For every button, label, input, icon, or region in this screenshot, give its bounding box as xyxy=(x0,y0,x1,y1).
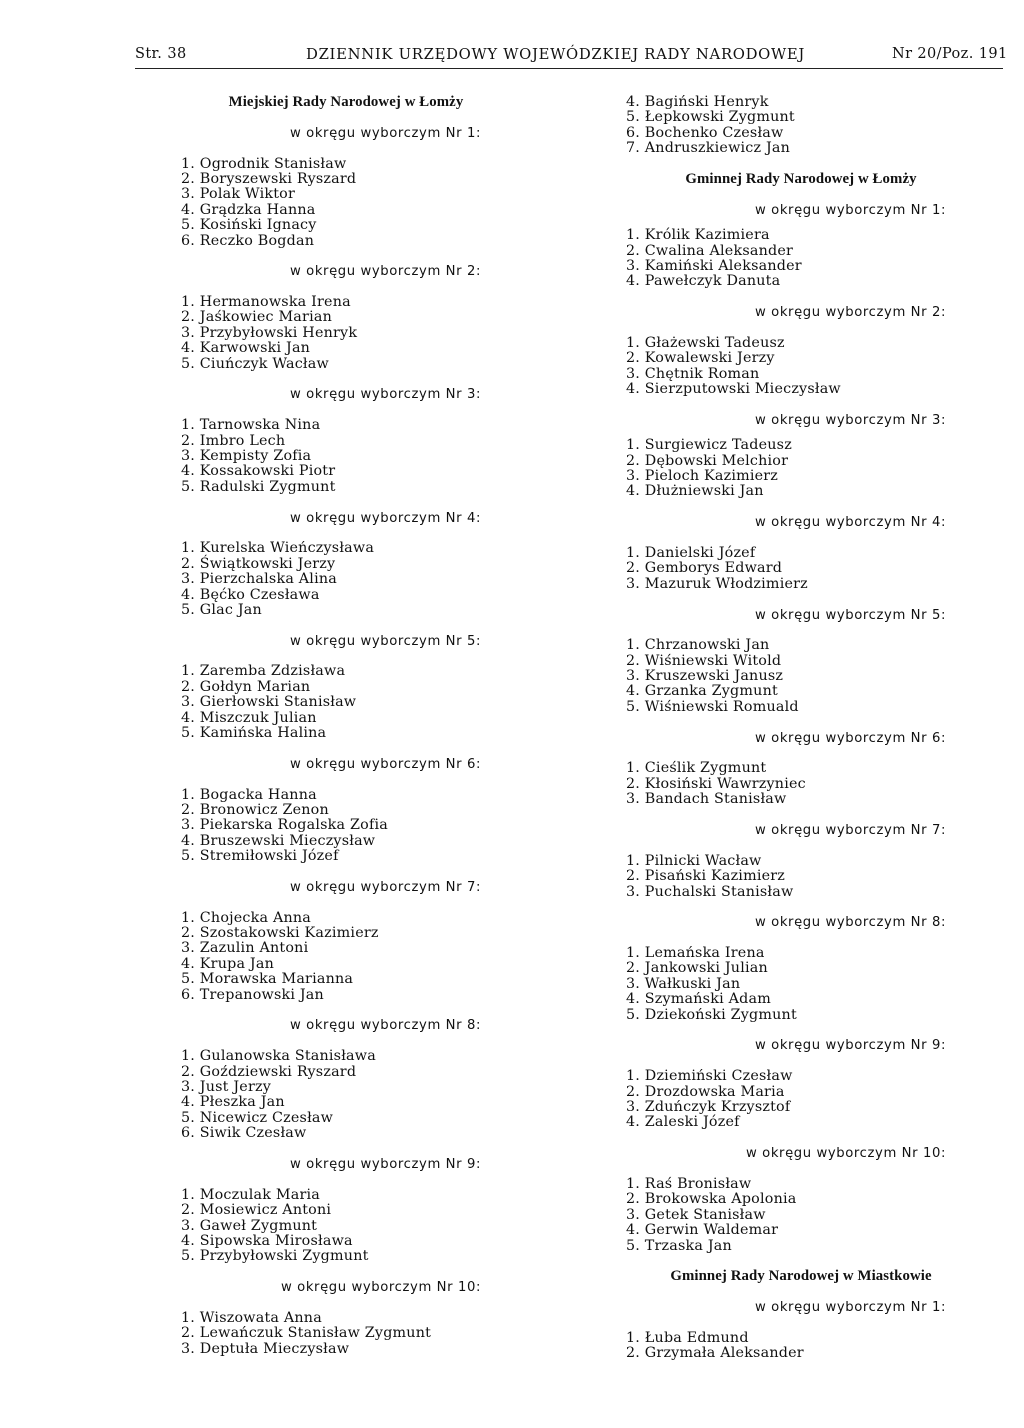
candidate-entry: 2. Imbro Lech xyxy=(181,432,286,449)
candidate-entry: 2. Jaśkowiec Marian xyxy=(181,309,332,326)
spacer xyxy=(626,1315,976,1330)
candidate-entry: 2. Świątkowski Jerzy xyxy=(181,555,336,572)
candidate-entry: 1. Dziemiński Czesław xyxy=(626,1068,793,1085)
district-heading: w okręgu wyborczym Nr 4: xyxy=(754,515,946,531)
spacer xyxy=(626,531,976,546)
candidate-entry: 2. Brokowska Apolonia xyxy=(626,1191,797,1208)
district-heading: w okręgu wyborczym Nr 3: xyxy=(289,387,481,403)
candidate-entry: 5. Nicewicz Czesław xyxy=(181,1109,334,1126)
spacer xyxy=(181,280,511,295)
candidate-entry: 4. Sierzputowski Mieczysław xyxy=(626,381,841,398)
spacer xyxy=(626,157,976,172)
council-heading: Miejskiej Rady Narodowej w Łomży xyxy=(228,94,464,110)
district-heading: w okręgu wyborczym Nr 7: xyxy=(754,822,946,838)
candidate-entry: 1. Cieślik Zygmunt xyxy=(626,760,767,777)
district-heading: w okręgu wyborczym Nr 8: xyxy=(754,915,946,931)
candidate-entry: 6. Reczko Bogdan xyxy=(181,232,315,249)
spacer xyxy=(181,1142,511,1157)
candidate-entry: 3. Gaweł Zygmunt xyxy=(181,1217,318,1234)
spacer xyxy=(181,741,511,756)
candidate-entry: 4. Krupa Jan xyxy=(181,955,274,972)
candidate-entry: 1. Hermanowska Irena xyxy=(181,294,351,311)
candidate-entry: 6. Bochenko Czesław xyxy=(626,124,784,141)
candidate-entry: 3. Mazuruk Włodzimierz xyxy=(626,575,808,592)
spacer xyxy=(626,931,976,946)
candidate-entry: 4. Zaleski Józef xyxy=(626,1114,740,1131)
council-heading: Gminnej Rady Narodowej w Miastkowie xyxy=(670,1268,932,1285)
candidate-entry: 2. Lewańczuk Stanisław Zygmunt xyxy=(181,1325,432,1342)
candidate-entry: 4. Bęćko Czesława xyxy=(181,586,320,603)
candidate-entry: 4. Szymański Adam xyxy=(626,991,771,1008)
spacer xyxy=(626,900,976,915)
candidate-entry: 7. Andruszkiewicz Jan xyxy=(626,140,791,157)
candidate-entry: 2. Drozdowska Maria xyxy=(626,1083,785,1100)
candidate-entry: 2. Goździewski Ryszard xyxy=(181,1063,357,1080)
candidate-entry: 2. Wiśniewski Witold xyxy=(626,652,782,669)
spacer xyxy=(626,1054,976,1069)
candidate-entry: 3. Przybyłowski Henryk xyxy=(181,324,358,341)
candidate-entry: 1. Bogacka Hanna xyxy=(181,786,317,803)
candidate-entry: 3. Piekarska Rogalska Zofia xyxy=(181,817,388,834)
candidate-entry: 3. Chętnik Roman xyxy=(626,365,760,382)
spacer xyxy=(181,403,511,418)
spacer xyxy=(626,808,976,823)
spacer xyxy=(181,865,511,880)
candidate-entry: 2. Szostakowski Kazimierz xyxy=(181,925,379,942)
candidate-entry: 2. Kowalewski Jerzy xyxy=(626,350,775,367)
candidate-entry: 2. Bronowicz Zenon xyxy=(181,801,329,818)
candidate-entry: 2. Pisański Kazimierz xyxy=(626,868,786,885)
candidate-entry: 3. Puchalski Stanisław xyxy=(626,883,794,900)
district-heading: w okręgu wyborczym Nr 2: xyxy=(289,264,481,280)
candidate-entry: 3. Pieloch Kazimierz xyxy=(626,467,779,484)
spacer xyxy=(181,372,511,387)
district-heading: w okręgu wyborczym Nr 1: xyxy=(754,202,946,218)
issue-number: Nr 20/Poz. 191 xyxy=(892,46,1008,62)
spacer xyxy=(626,623,976,638)
spacer xyxy=(181,110,511,125)
district-heading: w okręgu wyborczym Nr 10: xyxy=(745,1146,946,1162)
candidate-entry: 3. Bandach Stanisław xyxy=(626,791,787,808)
spacer xyxy=(626,187,976,202)
spacer xyxy=(626,500,976,515)
candidate-entry: 5. Stremiłowski Józef xyxy=(181,848,339,865)
candidate-entry: 1. Danielski Józef xyxy=(626,544,756,561)
candidate-entry: 1. Tarnowska Nina xyxy=(181,417,321,434)
candidate-entry: 1. Surgiewicz Tadeusz xyxy=(626,437,792,454)
spacer xyxy=(181,1003,511,1018)
right-column xyxy=(626,95,976,1362)
spacer xyxy=(626,1162,976,1177)
candidate-entry: 5. Przybyłowski Zygmunt xyxy=(181,1248,369,1265)
candidate-entry: 2. Gołdyn Marian xyxy=(181,678,311,695)
candidate-entry: 4. Karwowski Jan xyxy=(181,340,311,357)
candidate-entry: 1. Chojecka Anna xyxy=(181,909,312,926)
candidate-entry: 2. Gemborys Edward xyxy=(626,560,783,577)
candidate-entry: 5. Dziekoński Zygmunt xyxy=(626,1006,797,1023)
candidate-entry: 3. Kamiński Aleksander xyxy=(626,257,802,274)
spacer xyxy=(181,649,511,664)
candidate-entry: 1. Wiszowata Anna xyxy=(181,1309,322,1326)
candidate-entry: 3. Polak Wiktor xyxy=(181,186,296,203)
candidate-entry: 5. Łepkowski Zygmunt xyxy=(626,109,795,126)
candidate-entry: 1. Ogrodnik Stanisław xyxy=(181,155,347,172)
district-heading: w okręgu wyborczym Nr 5: xyxy=(289,633,481,649)
council-heading: Gminnej Rady Narodowej w Łomży xyxy=(685,170,917,187)
district-heading: w okręgu wyborczym Nr 6: xyxy=(754,730,946,746)
candidate-entry: 3. Zazulin Antoni xyxy=(181,940,309,957)
candidate-entry: 3. Just Jerzy xyxy=(181,1079,271,1095)
candidate-entry: 4. Grądzka Hanna xyxy=(181,201,316,218)
spacer xyxy=(181,772,511,787)
candidate-entry: 1. Gulanowska Stanisława xyxy=(181,1048,376,1065)
spacer xyxy=(626,746,976,761)
candidate-entry: 3. Kruszewski Janusz xyxy=(626,668,784,685)
candidate-entry: 4. Sipowska Mirosława xyxy=(181,1232,353,1249)
candidate-entry: 1. Moczulak Maria xyxy=(181,1186,320,1203)
page-number: Str. 38 xyxy=(135,46,187,62)
candidate-entry: 3. Kempisty Zofia xyxy=(181,447,312,464)
candidate-entry: 1. Królik Kazimiera xyxy=(626,227,770,244)
candidate-entry: 3. Pierzchalska Alina xyxy=(181,571,337,588)
candidate-entry: 4. Płeszka Jan xyxy=(181,1094,285,1111)
candidate-entry: 1. Raś Bronisław xyxy=(626,1175,752,1192)
candidate-entry: 5. Glac Jan xyxy=(181,601,262,618)
spacer xyxy=(626,592,976,607)
district-heading: w okręgu wyborczym Nr 3: xyxy=(754,412,946,428)
spacer xyxy=(181,618,511,633)
spacer xyxy=(626,397,976,412)
spacer xyxy=(181,526,511,541)
candidate-entry: 5. Kosiński Ignacy xyxy=(181,217,317,234)
candidate-entry: 2. Cwalina Aleksander xyxy=(626,242,794,259)
district-heading: w okręgu wyborczym Nr 9: xyxy=(289,1156,481,1172)
spacer xyxy=(181,495,511,510)
district-heading: w okręgu wyborczym Nr 6: xyxy=(289,756,481,772)
district-heading: w okręgu wyborczym Nr 1: xyxy=(289,125,481,141)
candidate-entry: 2. Dębowski Melchior xyxy=(626,452,789,469)
district-heading: w okręgu wyborczym Nr 2: xyxy=(754,305,946,321)
candidate-entry: 3. Wałkuski Jan xyxy=(626,975,741,992)
candidate-entry: 1. Lemańska Irena xyxy=(626,945,765,962)
candidate-entry: 2. Grzymała Aleksander xyxy=(626,1345,804,1362)
candidate-entry: 5. Radulski Zygmunt xyxy=(181,478,336,495)
district-heading: w okręgu wyborczym Nr 9: xyxy=(754,1038,946,1054)
spacer xyxy=(181,141,511,156)
spacer xyxy=(626,1131,976,1146)
candidate-entry: 4. Gerwin Waldemar xyxy=(626,1222,779,1239)
spacer xyxy=(626,290,976,305)
candidate-entry: 2. Mosiewicz Antoni xyxy=(181,1202,332,1219)
spacer xyxy=(626,838,976,853)
spacer xyxy=(181,895,511,910)
candidate-entry: 2. Kłosiński Wawrzyniec xyxy=(626,775,806,792)
candidate-entry: 4. Bagiński Henryk xyxy=(626,94,769,110)
spacer xyxy=(626,320,976,335)
candidate-entry: 6. Trepanowski Jan xyxy=(181,986,324,1003)
candidate-entry: 3. Gierłowski Stanisław xyxy=(181,694,357,711)
district-heading: w okręgu wyborczym Nr 8: xyxy=(289,1018,481,1034)
candidate-entry: 5. Kamińska Halina xyxy=(181,725,327,742)
candidate-entry: 3. Zduńczyk Krzysztof xyxy=(626,1099,791,1115)
candidate-entry: 5. Wiśniewski Romuald xyxy=(626,698,799,715)
candidate-entry: 4. Bruszewski Mieczysław xyxy=(181,832,376,849)
candidate-entry: 4. Miszczuk Julian xyxy=(181,709,317,726)
journal-title: DZIENNIK URZĘDOWY WOJEWÓDZKIEJ RADY NARODOWEJ xyxy=(306,46,806,63)
candidate-entry: 3. Deptuła Mieczysław xyxy=(181,1340,350,1357)
district-heading: w okręgu wyborczym Nr 5: xyxy=(754,607,946,623)
candidate-entry: 1. Głażewski Tadeusz xyxy=(626,334,785,351)
page-header xyxy=(0,0,1024,80)
district-heading: w okręgu wyborczym Nr 10: xyxy=(280,1280,481,1296)
candidate-entry: 1. Łuba Edmund xyxy=(626,1329,749,1346)
candidate-entry: 4. Pawełczyk Danuta xyxy=(626,273,781,290)
candidate-entry: 1. Chrzanowski Jan xyxy=(626,637,770,654)
left-column xyxy=(181,95,511,1357)
candidate-entry: 1. Pilnicki Wacław xyxy=(626,852,762,869)
candidate-entry: 2. Boryszewski Ryszard xyxy=(181,170,357,187)
candidate-entry: 4. Grzanka Zygmunt xyxy=(626,683,778,700)
candidate-entry: 4. Kossakowski Piotr xyxy=(181,463,336,480)
candidate-entry: 2. Jankowski Julian xyxy=(626,960,768,977)
candidate-entry: 5. Trzaska Jan xyxy=(626,1237,732,1254)
spacer xyxy=(181,1034,511,1049)
candidate-entry: 4. Dłużniewski Jan xyxy=(626,483,764,500)
header-rule xyxy=(135,68,1003,69)
district-heading: w okręgu wyborczym Nr 1: xyxy=(754,1300,946,1316)
candidate-entry: 6. Siwik Czesław xyxy=(181,1125,307,1142)
spacer xyxy=(181,1172,511,1187)
district-heading: w okręgu wyborczym Nr 7: xyxy=(289,879,481,895)
candidate-entry: 3. Getek Stanisław xyxy=(626,1206,766,1223)
spacer xyxy=(181,1265,511,1280)
spacer xyxy=(626,1285,976,1300)
spacer xyxy=(181,1295,511,1310)
candidate-entry: 5. Morawska Marianna xyxy=(181,971,354,988)
candidate-entry: 1. Zaremba Zdzisława xyxy=(181,663,346,680)
spacer xyxy=(626,1023,976,1038)
spacer xyxy=(181,249,511,264)
candidate-entry: 1. Kurelska Wieńczysława xyxy=(181,540,375,557)
candidate-entry: 5. Ciuńczyk Wacław xyxy=(181,355,329,372)
spacer xyxy=(626,715,976,730)
district-heading: w okręgu wyborczym Nr 4: xyxy=(289,510,481,526)
spacer xyxy=(626,1254,976,1269)
